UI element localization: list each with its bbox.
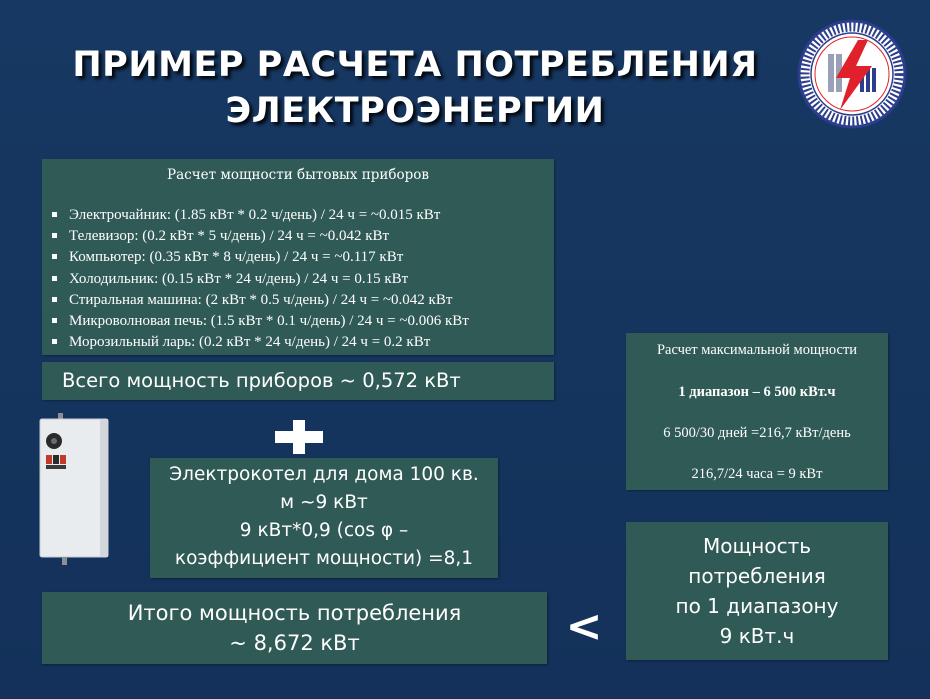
bullet-icon xyxy=(52,212,57,217)
devices-calculation-panel xyxy=(42,159,554,355)
max-power-heading: Расчет максимальной мощности xyxy=(656,342,858,358)
result-line-1: Итого мощность потребления xyxy=(127,601,462,625)
bullet-icon xyxy=(52,339,57,344)
boiler-line-3: 9 кВт*0,9 (cos φ – xyxy=(239,520,409,541)
range-line-2: потребления xyxy=(688,564,826,588)
boiler-line-2: м ~9 кВт xyxy=(280,492,368,513)
list-item: Морозильный ларь: (0.2 кВт * 24 ч/день) / 24 ч = 0.2 кВт xyxy=(52,332,554,353)
title-line-2: ЭЛЕКТРОЭНЕРГИИ xyxy=(225,91,605,131)
bullet-icon xyxy=(52,276,57,281)
list-item: Стиральная машина: (2 кВт * 0.5 ч/день) / 24 ч = ~0.042 кВт xyxy=(52,290,554,311)
slide-title xyxy=(30,42,800,134)
bullet-icon xyxy=(52,297,57,302)
total-consumption xyxy=(42,592,547,664)
bullet-icon xyxy=(52,254,57,259)
range-consumption-panel xyxy=(626,522,888,660)
electric-boiler-icon xyxy=(38,413,112,565)
devices-heading: Расчет мощности бытовых приборов xyxy=(167,167,429,183)
lightning-emblem-icon xyxy=(796,18,908,130)
title-line-1: ПРИМЕР РАСЧЕТА ПОТРЕБЛЕНИЯ xyxy=(72,45,758,85)
bullet-icon xyxy=(52,233,57,238)
max-power-panel xyxy=(626,333,888,490)
devices-total: Всего мощность приборов ~ 0,572 кВт xyxy=(42,362,554,400)
electric-boiler-image xyxy=(38,413,112,565)
committee-logo xyxy=(796,18,908,130)
boiler-line-1: Электрокотел для дома 100 кв. xyxy=(169,464,479,485)
devices-list xyxy=(42,205,554,353)
boiler-line-4: коэффициент мощности) =8,1 xyxy=(174,548,474,569)
max-power-per-hour: 216,7/24 часа = 9 кВт xyxy=(691,466,823,482)
boiler-calculation xyxy=(150,458,498,578)
range-line-4: 9 кВт.ч xyxy=(719,624,795,648)
max-power-range: 1 диапазон – 6 500 кВт.ч xyxy=(678,384,836,400)
bullet-icon xyxy=(52,318,57,323)
list-item: Электрочайник: (1.85 кВт * 0.2 ч/день) / 24 ч = ~0.015 кВт xyxy=(52,205,554,226)
plus-icon xyxy=(275,420,323,454)
list-item: Телевизор: (0.2 кВт * 5 ч/день) / 24 ч = ~0.042 кВт xyxy=(52,226,554,247)
list-item: Компьютер: (0.35 кВт * 8 ч/день) / 24 ч = ~0.117 кВт xyxy=(52,247,554,268)
max-power-per-day: 6 500/30 дней =216,7 кВт/день xyxy=(663,425,851,441)
range-line-1: Мощность xyxy=(702,534,812,558)
range-line-3: по 1 диапазону xyxy=(675,594,839,618)
list-item: Холодильник: (0.15 кВт * 24 ч/день) / 24 ч = 0.15 кВт xyxy=(52,269,554,290)
less-than-sign: < xyxy=(565,601,603,652)
list-item: Микроволновая печь: (1.5 кВт * 0.1 ч/день) / 24 ч = ~0.006 кВт xyxy=(52,311,554,332)
result-line-2: ~ 8,672 кВт xyxy=(229,631,360,655)
